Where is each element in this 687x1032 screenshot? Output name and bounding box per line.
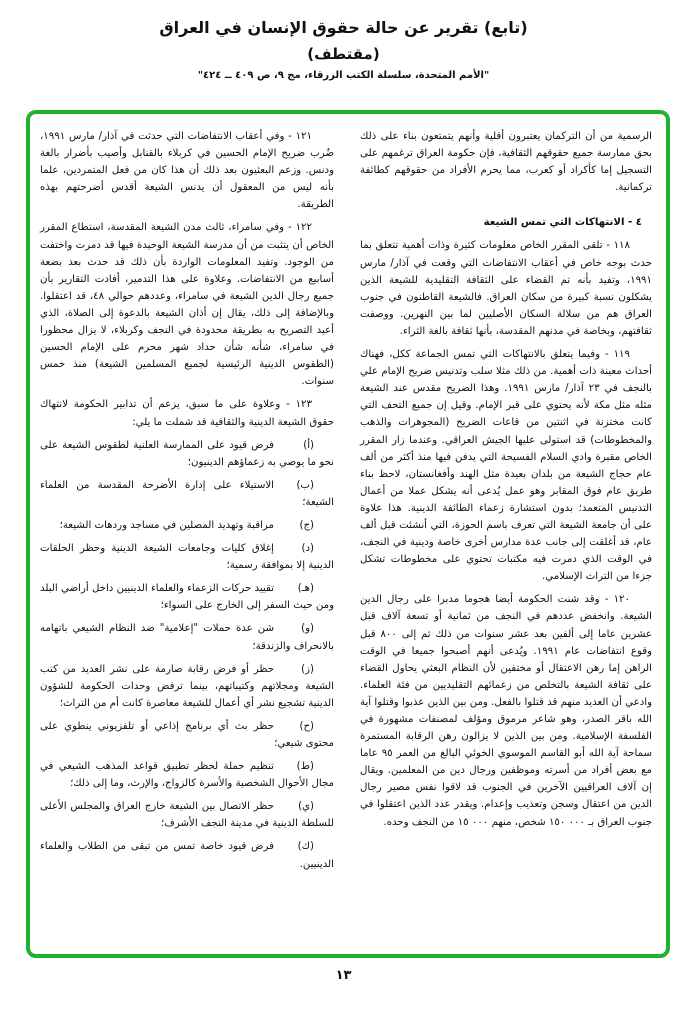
list-item-text: حظر بث أي برنامج إذاعي أو تلفزيوني ينطوي على محتوى شيعي؛	[40, 720, 334, 749]
source-citation: "الأمم المتحدة، سلسلة الكتب الزرقاء، مج ٩، ص ٤٠٩ ــ ٤٢٤"	[197, 70, 490, 81]
left-column	[40, 128, 334, 879]
paragraph-122: ١٢٢ - وفي سامراء، ثالث مدن الشيعة المقدسة، استطاع المقرر الخاص أن يتثبت من أن مدرسة الشيعة الوحيدة فيها قد دمرت واختفت من الوجود. وتفيد المعلومات الواردة بأن ذلك قد حدث بعد بضعة أسابيع من الانتفاضات. وعلاوة على هذا التدمير، أفادت التقارير بأن جميع رجال الدين الشيعة في سامراء، وعددهم حوالي ٤٨، قد اعتقلوا. وبالإضافة إلى ذلك، يقال إن أذان الشيعة بالدعوة إلى الصلاة، الذي أعيد التصريح به بطريقة محدودة في النجف وكربلاء، لا يزال محظورا في سامراء، شأنه شأن حداد شهر محرم على الإمام الحسين (الطقوس الدينية الرئيسية لجميع المسلمين الشيعة) منذ خمس سنوات.	[40, 222, 334, 388]
page-subtitle: (مقتطف)	[307, 45, 380, 63]
list-item-text: حظر الاتصال بين الشيعة خارج العراق والمجلس الأعلى للسلطة الدينية في مدينة النجف الأشرف؛	[40, 801, 334, 830]
list-item-label: (أ)	[303, 439, 314, 451]
list-item	[40, 477, 334, 511]
list-item-label: (ي)	[298, 801, 314, 813]
list-item-text: فرض قيود خاصة تمس من تبقى من الطلاب والعلماء الدينيين.	[40, 841, 334, 870]
list-item	[40, 838, 334, 872]
list-item-label: (ب)	[296, 479, 314, 491]
list-item-text: الاستيلاء على إدارة الأضرحة المقدسة من العلماء الشيعة؛	[40, 479, 334, 508]
list-item-text: مراقبة وتهديد المصلين في مساجد وردهات الشيعة؛	[59, 519, 274, 531]
right-column	[360, 128, 652, 837]
list-item-text: تقييد حركات الزعماء والعلماء الدينيين داخل أراضي البلد ومن حيث السفر إلى الخارج على السواء؛	[40, 583, 334, 612]
list-item-text: تنظيم حملة لحظر تطبيق قواعد المذهب الشيعي في مجال الأحوال الشخصية والأسرة كالزواج، والإرث، وما إلى ذلك؛	[40, 761, 334, 790]
list-item	[40, 517, 334, 534]
list-item	[40, 437, 334, 471]
paragraph-123: ١٢٣ - وعلاوة على ما سبق، يزعم أن تدابير الحكومة لانتهاك حقوق الشيعة الدينية والثقافية قد شملت ما يلي:	[40, 399, 334, 428]
list-item-label: (ز)	[301, 663, 314, 675]
list-item-text: حظر أو فرض رقابة صارمة على نشر العديد من كتب الشيعة ومجلاتهم وكتيباتهم، بينما ترفض وحدات الحكومة للشؤون الدينية تشجيع نشر أي أعمال للشيعة معاصرة كانت أم من التراث؛	[40, 663, 334, 709]
list-item-label: (ك)	[297, 841, 314, 853]
list-item	[40, 620, 334, 654]
paragraph-continued: الرسمية من أن التركمان يعتبرون أقلية وأنهم يتمتعون بناء على ذلك بحق ممارسة جميع حقوقهم الثقافية، فإن حكومة العراق ترغمهم على التسجيل إما كأكراد أو كعرب، مما يحرم الأفراد من حقوقهم كطائفة تركمانية.	[360, 131, 652, 194]
section-heading: ٤ - الانتهاكات التي تمس الشيعة	[483, 217, 642, 229]
list-item	[40, 758, 334, 792]
paragraph-120: ١٢٠ - وقد شنت الحكومة أيضا هجوما مدبرا على رجال الدين الشيعة. وانخفض عددهم في النجف من ثمانية أو تسعة آلاف قبل عشرين عاما إلى ألفين بعد عشر سنوات من ذلك ثم إلى ٨٠٠ قبل وقوع انتفاضات عام ١٩٩١. ويُدعى أنهم أصبحوا جميعا في الوقت الراهن إما رهن الاعتقال أو مختفين لأن النظام البعثي يحاول القضاء على ثقافة الشيعة بالتخلص من زعمائهم التقليديين من فئة العلماء. وادعي أن العديد منهم قد قتلوا بالفعل. ومن بين الذين عذبوا وقتلوا آية الله باقر الصدر، وهو شاعر مرموق ومؤلف لمصنفات مشهورة في الفلسفة الإسلامية. ومن بين الذين لا يزالون رهن الرقابة المستمرة سماحة آية الله أبو القاسم الموسوي الخوئي البالغ من العمر ٩٥ عاما مع بعض أفراد من أسرته وموظفين ورجال دين من المعلمين. ويقال إن آلاف العراقيين الآخرين في الجنوب قد لاقوا نفس مصير رجال الدين من اعتقال وسجن وتعذيب وإعدام. ويقدر عدد الذين اعتقلوا في جنوب العراق بـ ٠٠٠ ١٥٠ شخص، منهم ٠٠٠ ١٥ من النجف وحده.	[360, 594, 653, 828]
page-number: ١٣	[335, 968, 352, 983]
list-item-text: شن عدة حملات "إعلامية" ضد النظام الشيعي باتهامه بالانحراف والزندقة؛	[40, 623, 334, 652]
list-item-label: (د)	[301, 543, 314, 555]
measures-list	[40, 437, 334, 873]
paragraph-121: ١٢١ - وفي أعقاب الانتفاضات التي حدثت في آذار/ مارس ١٩٩١، ضُرب ضريح الإمام الحسين في كربلاء بالقنابل وأصيب بأضرار بالغة ودنس. وزعم البعثيون بعد ذلك أن هذا كان من فعل المتمردين، علما بأنه ليس من المعقول أن يدنس الشيعة أقدس أضرحتهم بهذه الطريقة.	[40, 131, 334, 211]
list-item-text: فرض قيود على الممارسة العلنية لطقوس الشيعة على نحو ما يوصي به زعماؤهم الدينيون؛	[40, 439, 334, 468]
list-item-label: (ط)	[296, 761, 314, 773]
list-item-label: (هـ)	[297, 583, 314, 595]
paragraph-119: ١١٩ - وفيما يتعلق بالانتهاكات التي تمس الجماعة ككل، فهناك أحداث معينة ذات أهمية. من ذلك مثلا سلب وتدنيس ضريح الإمام علي بالنجف في ٢٣ آذار/ مارس ١٩٩١. وهذا الضريح مقدس عند الشيعة مثله مثل مكة لأنه يحتوي على قبر الإمام. وقيل إن جميع التحف التي كانت مختزنة في اثنتين من قاعات الضريح (المجوهرات والذهب والمخطوطات) قد استولى عليها الجيش العراقي. وعندما زار المقرر الخاص مقبرة وادي السلام الفسيحة التي يدفن فيها منذ أكثر من ألف عام حجاج الشيعة من بلدان بعيدة مثل الهند وأفغانستان، لاحظ بناء طريق عام فوق المقابر وهو عمل يُدعى أنه يشكل عملا من أعمال التدنيس المتعمد؛ بدون استشارة زعماء الطائفة الدينية. هذا علاوة على أن جامعة الشيعة التي تعرف باسم الحوزة، التي أنشئت قبل ألف عام، قد أغلقت إلى جانب عدة مدارس أخرى خاصة ودينية في النجف، في الوقت الذي دمرت فيه مكتبات تحتوي على مخطوطات تشكل جزءا من التراث الإسلامي.	[360, 349, 653, 583]
list-item-label: (ح)	[299, 720, 314, 732]
list-item	[40, 798, 334, 832]
page-title: (تابع) تقرير عن حالة حقوق الإنسان في العراق	[159, 18, 528, 37]
list-item-text: إغلاق كليات وجامعات الشيعة الدينية وحظر الحلقات الدينية إلا بموافقة رسمية؛	[40, 543, 334, 572]
list-item	[40, 718, 334, 752]
list-item	[40, 580, 334, 614]
list-item-label: (و)	[301, 623, 314, 635]
list-item	[40, 661, 334, 712]
list-item	[40, 540, 334, 574]
paragraph-118: ١١٨ - تلقى المقرر الخاص معلومات كثيرة وذات أهمية تتعلق بما حدث بوجه خاص في أعقاب الانتفاضات التي وقعت في آذار/ مارس ١٩٩١، وتفيد بأنه تم القضاء على الثقافة التقليدية للشيعة الذين يشكلون نسبة كبيرة من سكان العراق. فالشيعة القاطنون في جنوب العراق هم من سلالة السكان الأصليين لما بين النهرين. ووصفت ثقافتهم، وبخاصة في مدنهم المقدسة، بأنها ثقافة بالغة الثراء.	[360, 240, 652, 337]
list-item-label: (ج)	[299, 519, 314, 531]
